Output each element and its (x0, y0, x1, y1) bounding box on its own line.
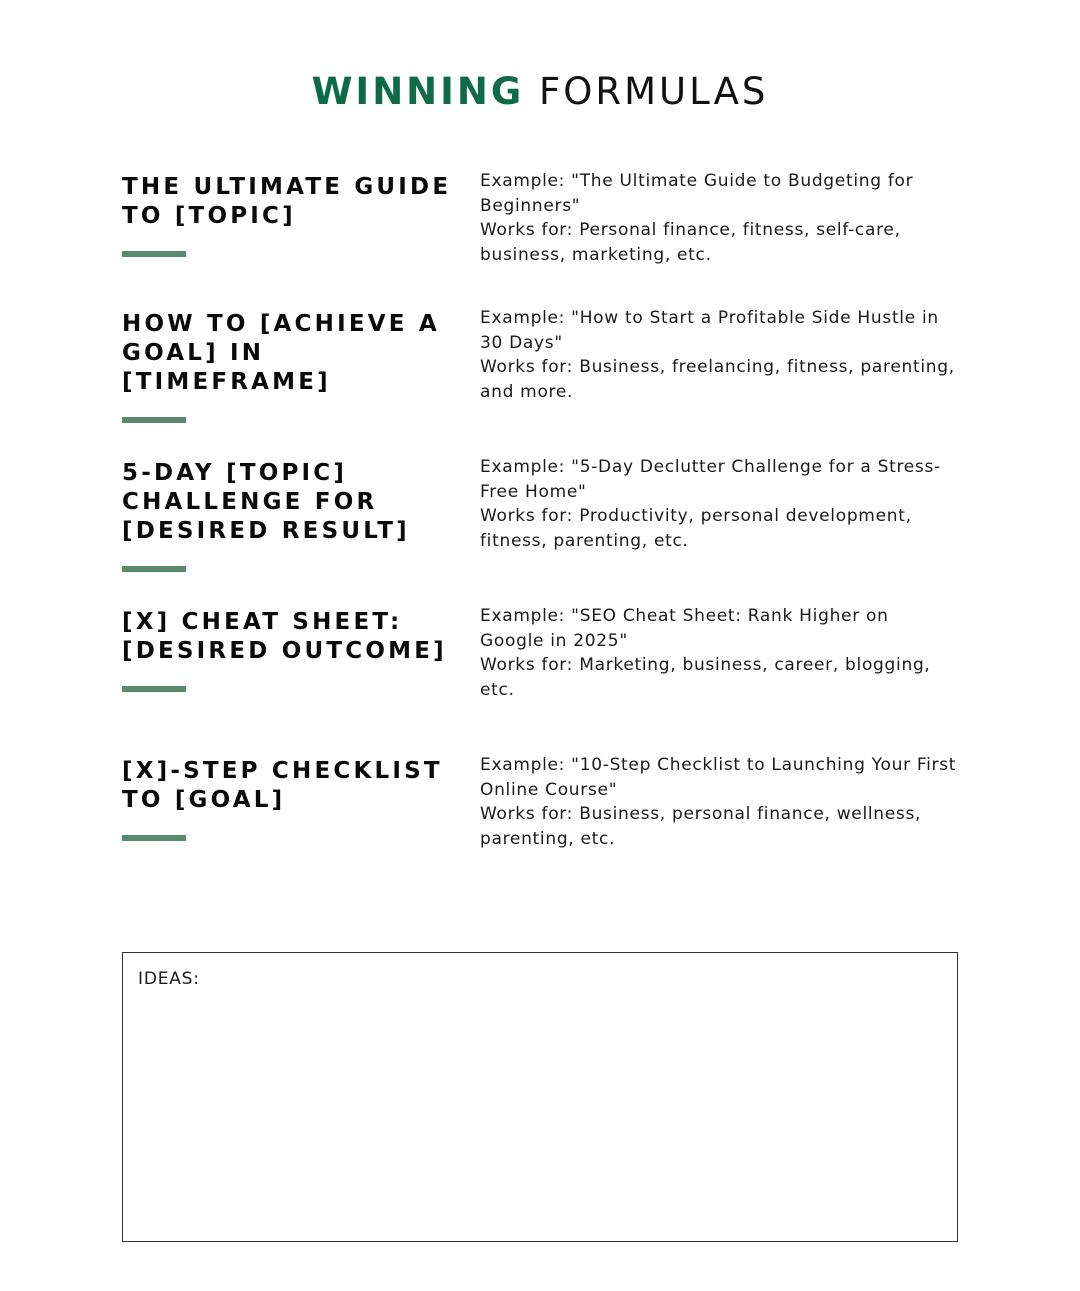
heading-divider (122, 566, 186, 572)
formula-heading-block (122, 173, 462, 257)
formula-heading: [X]-STEP CHECKLIST TO [GOAL] (122, 758, 443, 813)
formula-description (480, 169, 958, 268)
formula-works-for: Works for: Marketing, business, career, blogging, etc. (480, 655, 931, 701)
formula-example: Example: "How to Start a Profitable Side Hustle in 30 Days" (480, 308, 939, 353)
formula-example: Example: "SEO Cheat Sheet: Rank Higher on Google in 2025" (480, 606, 889, 651)
formula-heading-block (122, 757, 462, 841)
ideas-label: IDEAS: (138, 969, 200, 989)
formula-description (480, 306, 958, 405)
formula-works-for: Works for: Business, freelancing, fitness, parenting, and more. (480, 357, 955, 403)
formula-heading-block (122, 459, 462, 572)
heading-divider (122, 686, 186, 692)
formula-heading-block (122, 608, 462, 692)
formula-works-for: Works for: Productivity, personal development, fitness, parenting, etc. (480, 506, 912, 552)
formula-works-for: Works for: Personal finance, fitness, self-care, business, marketing, etc. (480, 220, 901, 266)
formula-heading: HOW TO [ACHIEVE A GOAL] IN [TIMEFRAME] (122, 311, 440, 395)
formula-description (480, 455, 958, 554)
formula-heading: 5-DAY [TOPIC] CHALLENGE FOR [DESIRED RESULT] (122, 460, 410, 544)
formula-description (480, 604, 958, 703)
ideas-box[interactable] (122, 952, 958, 1242)
heading-divider (122, 835, 186, 841)
formula-works-for: Works for: Business, personal finance, wellness, parenting, etc. (480, 804, 922, 850)
formula-heading: [X] CHEAT SHEET: [DESIRED OUTCOME] (122, 609, 447, 664)
heading-divider (122, 251, 186, 257)
formula-example: Example: "10-Step Checklist to Launching Your First Online Course" (480, 755, 957, 800)
formula-example: Example: "5-Day Declutter Challenge for a Stress-Free Home" (480, 457, 941, 502)
title-rest-word: FORMULAS (539, 70, 769, 113)
formula-description (480, 753, 958, 852)
title-accent-word: WINNING (311, 70, 525, 113)
heading-divider (122, 417, 186, 423)
formula-heading-block (122, 310, 462, 423)
formula-example: Example: "The Ultimate Guide to Budgeting for Beginners" (480, 171, 914, 216)
page-title (0, 70, 1080, 114)
formula-heading: THE ULTIMATE GUIDE TO [TOPIC] (122, 174, 452, 229)
